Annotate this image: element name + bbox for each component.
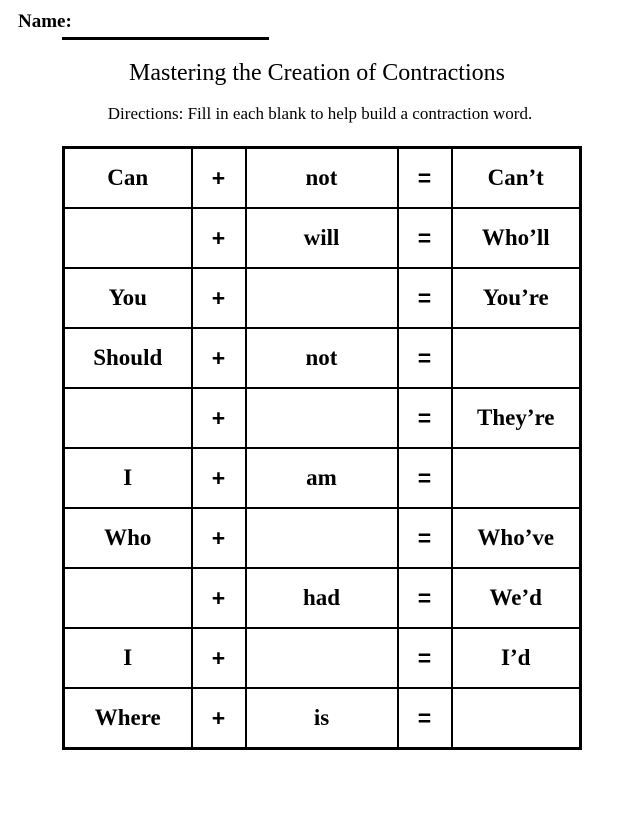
plus-sign: + xyxy=(192,628,246,688)
equals-sign: = xyxy=(398,148,452,209)
equals-sign: = xyxy=(398,628,452,688)
word2-cell[interactable]: will xyxy=(246,208,398,268)
table-row xyxy=(64,508,581,568)
word2-cell[interactable]: not xyxy=(246,328,398,388)
result-cell[interactable]: Who’ll xyxy=(452,208,581,268)
table-row xyxy=(64,688,581,749)
table-row xyxy=(64,388,581,448)
word2-cell[interactable]: had xyxy=(246,568,398,628)
equals-sign: = xyxy=(398,568,452,628)
word1-cell[interactable] xyxy=(64,388,192,448)
word1-cell[interactable]: Where xyxy=(64,688,192,749)
name-label: Name: xyxy=(18,11,72,32)
plus-sign: + xyxy=(192,508,246,568)
word1-cell[interactable]: You xyxy=(64,268,192,328)
result-cell[interactable]: Who’ve xyxy=(452,508,581,568)
result-cell[interactable]: You’re xyxy=(452,268,581,328)
directions-text: Directions: Fill in each blank to help build a contraction word. xyxy=(107,104,533,123)
word1-cell[interactable]: Who xyxy=(64,508,192,568)
table-row xyxy=(64,568,581,628)
equals-sign: = xyxy=(398,268,452,328)
table-row xyxy=(64,448,581,508)
plus-sign: + xyxy=(192,208,246,268)
table-row xyxy=(64,628,581,688)
result-cell[interactable]: They’re xyxy=(452,388,581,448)
table-row xyxy=(64,328,581,388)
equals-sign: = xyxy=(398,448,452,508)
word2-cell[interactable] xyxy=(246,388,398,448)
result-cell[interactable]: Can’t xyxy=(452,148,581,209)
plus-sign: + xyxy=(192,328,246,388)
plus-sign: + xyxy=(192,688,246,749)
word1-cell[interactable]: Can xyxy=(64,148,192,209)
word1-cell[interactable]: I xyxy=(64,628,192,688)
page-title: Mastering the Creation of Contractions xyxy=(129,60,505,86)
contraction-table xyxy=(62,146,582,750)
word1-cell[interactable] xyxy=(64,208,192,268)
result-cell[interactable]: We’d xyxy=(452,568,581,628)
result-cell[interactable]: I’d xyxy=(452,628,581,688)
equals-sign: = xyxy=(398,508,452,568)
result-cell[interactable] xyxy=(452,448,581,508)
result-cell[interactable] xyxy=(452,688,581,749)
plus-sign: + xyxy=(192,148,246,209)
table-row xyxy=(64,268,581,328)
word2-cell[interactable] xyxy=(246,628,398,688)
word2-cell[interactable] xyxy=(246,268,398,328)
equals-sign: = xyxy=(398,688,452,749)
equals-sign: = xyxy=(398,388,452,448)
result-cell[interactable] xyxy=(452,328,581,388)
plus-sign: + xyxy=(192,448,246,508)
plus-sign: + xyxy=(192,388,246,448)
word2-cell[interactable]: not xyxy=(246,148,398,209)
word1-cell[interactable]: Should xyxy=(64,328,192,388)
word2-cell[interactable]: am xyxy=(246,448,398,508)
plus-sign: + xyxy=(192,268,246,328)
word1-cell[interactable] xyxy=(64,568,192,628)
name-field xyxy=(18,10,269,34)
name-blank-line[interactable] xyxy=(62,37,269,40)
equals-sign: = xyxy=(398,328,452,388)
table-row xyxy=(64,148,581,209)
equals-sign: = xyxy=(398,208,452,268)
word2-cell[interactable]: is xyxy=(246,688,398,749)
plus-sign: + xyxy=(192,568,246,628)
table-row xyxy=(64,208,581,268)
word2-cell[interactable] xyxy=(246,508,398,568)
word1-cell[interactable]: I xyxy=(64,448,192,508)
